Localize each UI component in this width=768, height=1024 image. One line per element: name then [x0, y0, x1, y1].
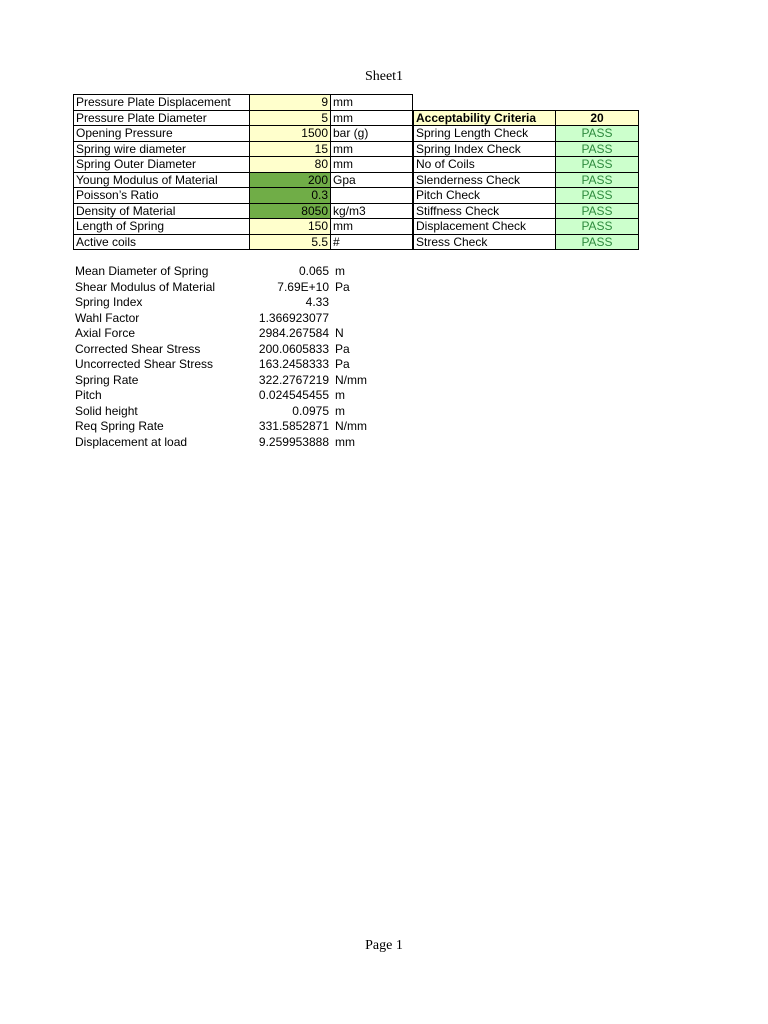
- input-unit: #: [331, 234, 413, 250]
- check-row: [414, 126, 639, 142]
- page-footer: Page 1: [365, 938, 403, 953]
- calc-row: [73, 373, 397, 389]
- calculations-table-body: [73, 264, 397, 450]
- check-result: PASS: [556, 203, 639, 219]
- check-label: Stiffness Check: [414, 203, 556, 219]
- calc-label: Uncorrected Shear Stress: [75, 357, 214, 372]
- input-unit: mm: [331, 95, 413, 111]
- calc-label: Spring Index: [75, 295, 143, 310]
- calc-unit: m: [335, 403, 345, 418]
- check-result: PASS: [556, 234, 639, 250]
- calc-unit: N: [335, 326, 344, 341]
- check-row: [414, 203, 639, 219]
- input-label: Active coils: [74, 234, 250, 250]
- inputs-table-body: [74, 95, 413, 250]
- calc-row: [73, 419, 397, 435]
- calc-row: [73, 388, 397, 404]
- calc-unit: m: [335, 388, 345, 403]
- calc-label: Shear Modulus of Material: [75, 279, 216, 294]
- calc-unit: [331, 311, 397, 327]
- input-unit: mm: [331, 110, 413, 126]
- calc-row: [73, 357, 397, 373]
- check-row: [414, 172, 639, 188]
- acceptability-criteria-label: Acceptability Criteria: [414, 110, 556, 126]
- input-value: 9: [250, 95, 331, 111]
- sheet-title: Sheet1: [364, 69, 404, 84]
- input-unit: [331, 188, 413, 204]
- input-row: [74, 141, 413, 157]
- calc-value: 4.33: [305, 295, 329, 310]
- calc-label: Solid height: [75, 403, 138, 418]
- check-row: [414, 219, 639, 235]
- input-label: Pressure Plate Displacement: [74, 95, 250, 111]
- calc-row: [73, 311, 397, 327]
- input-row: [74, 95, 413, 111]
- calc-label: Mean Diameter of Spring: [75, 264, 209, 279]
- input-value: 5: [250, 110, 331, 126]
- calc-value: 200.0605833: [258, 341, 329, 356]
- input-value: 150: [250, 219, 331, 235]
- input-value: 1500: [250, 126, 331, 142]
- input-unit: mm: [331, 141, 413, 157]
- input-unit: mm: [331, 157, 413, 173]
- calculations-table: [73, 264, 397, 450]
- calc-unit: Pa: [335, 279, 350, 294]
- check-row: [414, 234, 639, 250]
- calc-value: 2984.267584: [258, 326, 329, 341]
- input-row: [74, 172, 413, 188]
- calc-row: [73, 295, 397, 311]
- check-result: PASS: [556, 157, 639, 173]
- acceptability-criteria-value: 20: [556, 110, 639, 126]
- calc-value: 7.69E+10: [277, 279, 329, 294]
- input-label: Density of Material: [74, 203, 250, 219]
- input-label: Length of Spring: [74, 219, 250, 235]
- input-label: Young Modulus of Material: [74, 172, 250, 188]
- input-row: [74, 219, 413, 235]
- calc-unit: mm: [335, 434, 355, 449]
- calc-row: [73, 435, 397, 451]
- acceptability-criteria-row: [414, 110, 639, 126]
- input-row: [74, 126, 413, 142]
- check-result: PASS: [556, 126, 639, 142]
- input-row: [74, 157, 413, 173]
- calc-unit: Pa: [335, 357, 350, 372]
- input-value: 200: [250, 172, 331, 188]
- calc-label: Displacement at load: [75, 434, 188, 449]
- calc-value: 331.5852871: [258, 419, 329, 434]
- check-result: PASS: [556, 188, 639, 204]
- check-label: Pitch Check: [414, 188, 556, 204]
- input-unit: kg/m3: [331, 203, 413, 219]
- calc-unit: N/mm: [335, 372, 367, 387]
- check-label: No of Coils: [414, 157, 556, 173]
- input-value: 5.5: [250, 234, 331, 250]
- input-value: 0.3: [250, 188, 331, 204]
- input-unit: Gpa: [331, 172, 413, 188]
- calc-value: 0.024545455: [258, 388, 329, 403]
- calc-row: [73, 280, 397, 296]
- check-label: Stress Check: [414, 234, 556, 250]
- input-row: [74, 188, 413, 204]
- inputs-table: [73, 94, 413, 250]
- input-label: Spring Outer Diameter: [74, 157, 250, 173]
- calc-unit: m: [335, 264, 345, 279]
- input-value: 15: [250, 141, 331, 157]
- calc-value: 9.259953888: [258, 434, 329, 449]
- calc-unit: Pa: [335, 341, 350, 356]
- calc-value: 163.2458333: [258, 357, 329, 372]
- check-label: Spring Length Check: [414, 126, 556, 142]
- check-label: Displacement Check: [414, 219, 556, 235]
- input-label: Spring wire diameter: [74, 141, 250, 157]
- calc-label: Wahl Factor: [75, 310, 140, 325]
- input-label: Pressure Plate Diameter: [74, 110, 250, 126]
- calc-label: Axial Force: [75, 326, 136, 341]
- calc-label: Req Spring Rate: [75, 419, 164, 434]
- check-label: Spring Index Check: [414, 141, 556, 157]
- checks-table-body: [414, 110, 639, 250]
- calc-label: Spring Rate: [75, 372, 139, 387]
- input-unit: mm: [331, 219, 413, 235]
- input-unit: bar (g): [331, 126, 413, 142]
- calc-value: 0.065: [298, 264, 329, 279]
- check-result: PASS: [556, 141, 639, 157]
- input-value: 80: [250, 157, 331, 173]
- input-value: 8050: [250, 203, 331, 219]
- calc-label: Corrected Shear Stress: [75, 341, 201, 356]
- check-row: [414, 188, 639, 204]
- input-row: [74, 234, 413, 250]
- check-row: [414, 141, 639, 157]
- input-label: Opening Pressure: [74, 126, 250, 142]
- calc-row: [73, 342, 397, 358]
- check-result: PASS: [556, 219, 639, 235]
- calc-value: 1.366923077: [258, 310, 329, 325]
- check-result: PASS: [556, 172, 639, 188]
- calc-value: 322.2767219: [258, 372, 329, 387]
- calc-value: 0.0975: [292, 403, 329, 418]
- checks-table: [413, 110, 639, 251]
- input-row: [74, 203, 413, 219]
- input-label: Poisson’s Ratio: [74, 188, 250, 204]
- calc-unit: N/mm: [335, 419, 367, 434]
- calc-row: [73, 264, 397, 280]
- check-row: [414, 157, 639, 173]
- calc-unit: [331, 295, 397, 311]
- calc-row: [73, 326, 397, 342]
- calc-row: [73, 404, 397, 420]
- calc-label: Pitch: [75, 388, 102, 403]
- input-row: [74, 110, 413, 126]
- check-label: Slenderness Check: [414, 172, 556, 188]
